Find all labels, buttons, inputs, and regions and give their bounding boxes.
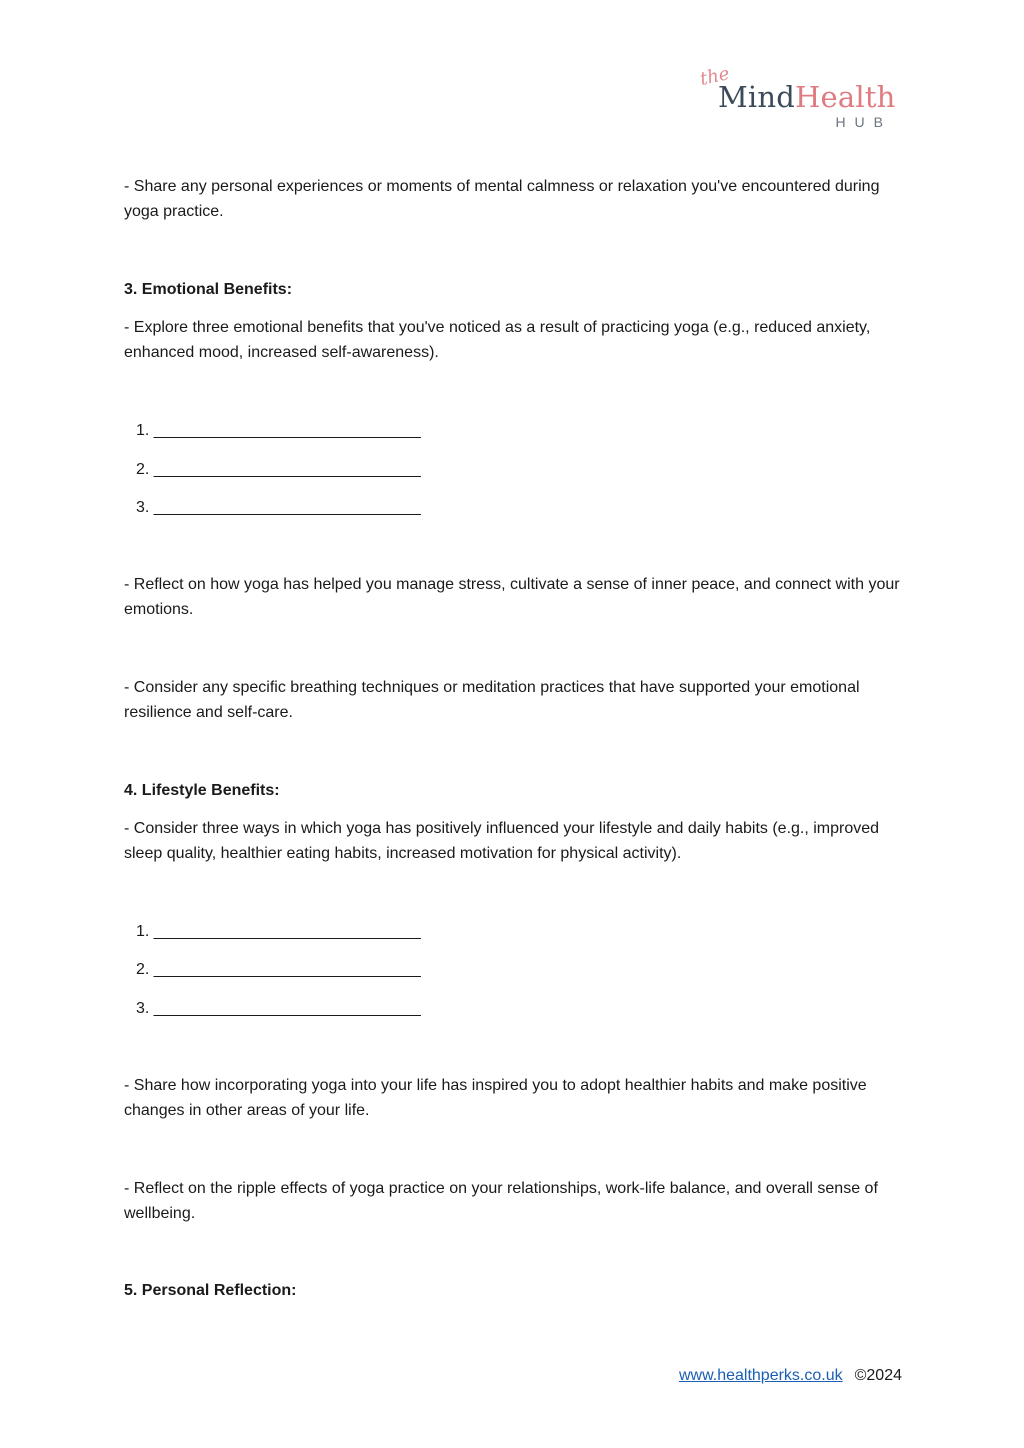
heading-lifestyle-benefits: 4. Lifestyle Benefits: <box>124 782 280 799</box>
paragraph-calmness: - Share any personal experiences or moments of mental calmness or relaxation you've encountered during yoga practice. <box>124 178 880 220</box>
blank-line-lifestyle-1[interactable]: 1. ______________________________ <box>136 923 421 940</box>
mindhealth-hub-logo <box>698 63 900 136</box>
heading-personal-reflection: 5. Personal Reflection: <box>124 1282 297 1299</box>
logo-the-script: the <box>698 63 732 90</box>
logo-wordmark <box>718 80 896 114</box>
paragraph-breathing: - Consider any specific breathing techniques or meditation practices that have supported your emotional resilience and self-care. <box>124 679 860 721</box>
logo-mind: Mind <box>718 80 796 114</box>
website-link[interactable]: www.healthperks.co.uk <box>678 1367 843 1384</box>
blank-line-emotional-1[interactable]: 1. ______________________________ <box>136 422 421 439</box>
copyright-text: ©2024 <box>854 1367 902 1384</box>
logo-hub: HUB <box>835 114 892 130</box>
paragraph-stress: - Reflect on how yoga has helped you manage stress, cultivate a sense of inner peace, and connect with your emotions. <box>124 576 900 618</box>
paragraph-lifestyle-consider: - Consider three ways in which yoga has positively influenced your lifestyle and daily habits (e.g., improved sleep quality, healthier eating habits, increased motivation for physical activity). <box>124 820 880 862</box>
heading-emotional-benefits: 3. Emotional Benefits: <box>124 281 293 298</box>
paragraph-healthier-habits: - Share how incorporating yoga into your life has inspired you to adopt healthier habits and make positive changes in other areas of your life. <box>124 1077 867 1119</box>
blank-line-lifestyle-2[interactable]: 2. ______________________________ <box>136 961 421 978</box>
paragraph-ripple-effects: - Reflect on the ripple effects of yoga practice on your relationships, work-life balance, and overall sense of wellbeing. <box>124 1180 878 1222</box>
blank-line-lifestyle-3[interactable]: 3. ______________________________ <box>136 1000 421 1017</box>
page-footer <box>679 1367 902 1385</box>
paragraph-emotional-explore: - Explore three emotional benefits that you've noticed as a result of practicing yoga (e.g., reduced anxiety, enhanced mood, increased self-awareness). <box>124 319 871 361</box>
logo-health: Health <box>795 80 896 114</box>
blank-line-emotional-2[interactable]: 2. ______________________________ <box>136 461 421 478</box>
blank-line-emotional-3[interactable]: 3. ______________________________ <box>136 499 421 516</box>
